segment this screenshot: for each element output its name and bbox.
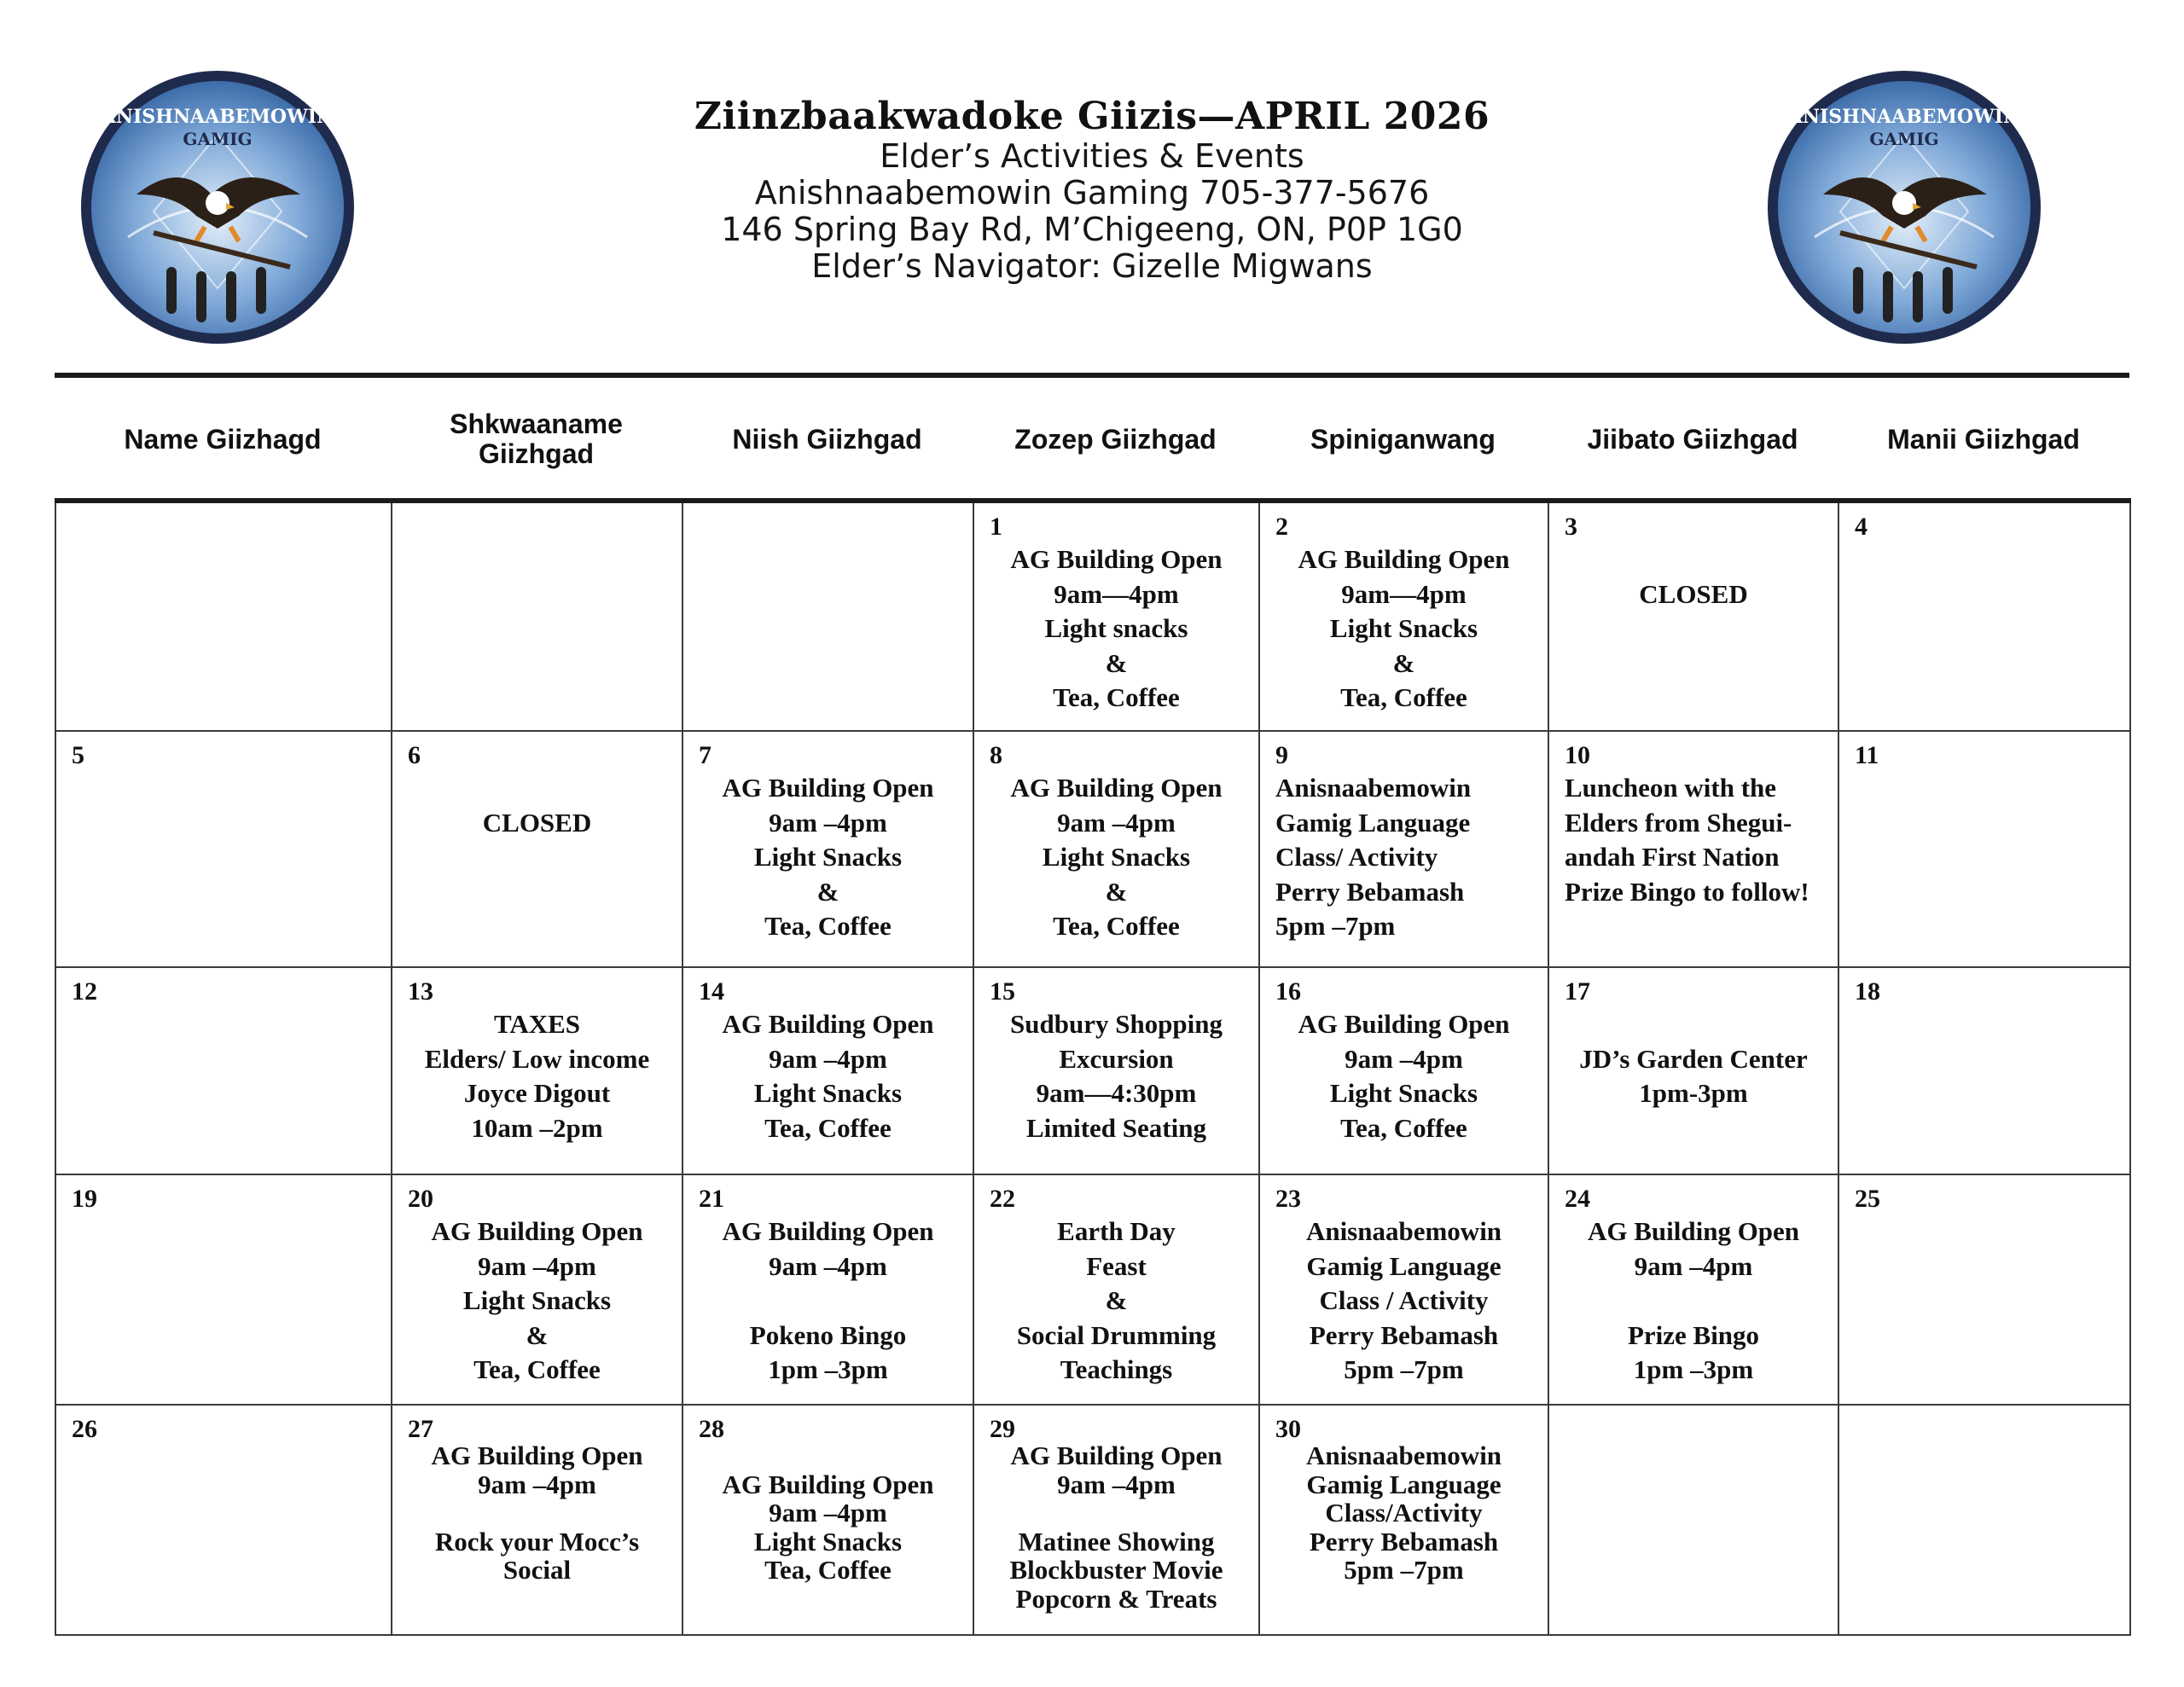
event-line — [392, 771, 682, 806]
logo-right — [1763, 67, 2045, 348]
day-number: 5 — [72, 741, 84, 769]
day-number: 1 — [990, 513, 1002, 541]
event-line: 9am –4pm — [478, 1250, 596, 1281]
calendar-title: Ziinzbaakwadoke Giizis—APRIL 2026 — [694, 95, 1490, 138]
weekday-header: Spiniganwang — [1310, 423, 1496, 455]
event-line: Anisnaabemowin — [1305, 1216, 1502, 1246]
event-line: Tea, Coffee — [1053, 911, 1180, 941]
event-line: Light Snacks — [1329, 613, 1478, 643]
weekday-header: Niish Giizhgad — [732, 423, 922, 455]
calendar-day-cell — [1259, 967, 1548, 1174]
event-line: Rock your Mocc’s — [434, 1526, 640, 1557]
event-line: & — [816, 876, 839, 907]
day-number: 10 — [1565, 741, 1590, 769]
day-number: 4 — [1855, 513, 1867, 541]
event-line: 9am –4pm — [478, 1469, 596, 1499]
event-line: 5pm –7pm — [1344, 1354, 1464, 1384]
event-line: CLOSED — [482, 807, 592, 838]
day-event — [974, 1215, 1258, 1388]
event-line: & — [526, 1319, 549, 1350]
event-line: Social Drumming — [1016, 1319, 1217, 1350]
day-number: 9 — [1275, 741, 1288, 769]
event-line: Prize Bingo — [1627, 1319, 1760, 1350]
calendar-day-cell — [1548, 1405, 1838, 1635]
event-line: & — [1392, 647, 1415, 678]
event-line — [683, 1284, 973, 1319]
event-line: 9am –4pm — [769, 1250, 887, 1281]
event-line: AG Building Open — [1010, 773, 1223, 803]
calendar-day-cell — [1548, 967, 1838, 1174]
header-navigator: Elder’s Navigator: Gizelle Migwans — [811, 247, 1373, 285]
event-line: 5pm –7pm — [1275, 911, 1396, 941]
event-line: 9am—4pm — [1341, 578, 1467, 609]
day-event — [683, 1007, 973, 1145]
header-phone: Anishnaabemowin Gaming 705-377-5676 — [754, 174, 1430, 212]
event-line: Elders from Shegui- — [1565, 807, 1792, 838]
calendar-day-cell — [392, 1174, 682, 1405]
event-line: Pokeno Bingo — [749, 1319, 907, 1350]
event-line: TAXES — [493, 1009, 581, 1039]
day-number: 24 — [1565, 1185, 1590, 1213]
calendar-day-cell — [682, 501, 973, 731]
weekday-header: Name Giizhagd — [124, 423, 322, 455]
day-number: 18 — [1855, 977, 1880, 1006]
day-number: 28 — [699, 1415, 724, 1443]
day-number: 29 — [990, 1415, 1015, 1443]
day-event — [974, 771, 1258, 944]
day-event — [683, 1215, 973, 1388]
calendar-grid — [55, 498, 2131, 1636]
event-line: andah First Nation — [1565, 842, 1780, 872]
calendar-day-cell — [1838, 1174, 2130, 1405]
weekday-header-row — [55, 401, 2129, 478]
event-line: & — [1105, 647, 1128, 678]
day-number: 2 — [1275, 513, 1288, 541]
event-line: Elders/ Low income — [424, 1043, 650, 1074]
event-line: 9am –4pm — [1057, 807, 1176, 838]
event-line: & — [1105, 1285, 1128, 1315]
calendar-day-cell — [392, 501, 682, 731]
event-line: 1pm-3pm — [1639, 1078, 1748, 1108]
event-line: AG Building Open — [431, 1441, 643, 1470]
event-line: JD’s Garden Center — [1579, 1043, 1808, 1074]
calendar-day-cell — [682, 967, 973, 1174]
calendar-day-cell — [973, 731, 1259, 967]
event-line: Luncheon with the — [1565, 773, 1777, 803]
event-line: Gamig Language — [1306, 1469, 1502, 1499]
calendar-week-row — [55, 967, 2130, 1174]
day-event — [974, 1007, 1258, 1145]
event-line: Light Snacks — [1042, 842, 1191, 872]
calendar-day-cell — [1838, 1405, 2130, 1635]
event-line: Gamig Language — [1306, 1250, 1502, 1281]
day-event — [1549, 542, 1838, 612]
eagle-emblem-icon — [77, 67, 358, 348]
day-number: 20 — [408, 1185, 433, 1213]
event-line: 1pm –3pm — [768, 1354, 888, 1384]
header-subtitle: Elder’s Activities & Events — [880, 137, 1304, 175]
weekday-header: Shkwaaname Giizhgad — [450, 409, 623, 469]
event-line: 5pm –7pm — [1344, 1555, 1464, 1585]
event-line: 9am –4pm — [769, 1043, 887, 1074]
calendar-day-cell — [1259, 501, 1548, 731]
calendar-day-cell — [55, 1174, 392, 1405]
day-event — [974, 542, 1258, 716]
calendar-week-row — [55, 1405, 2130, 1635]
calendar-day-cell — [392, 1405, 682, 1635]
day-number: 22 — [990, 1185, 1015, 1213]
calendar-week-row — [55, 501, 2130, 731]
event-line: Feast — [1086, 1250, 1147, 1281]
event-line: AG Building Open — [1010, 544, 1223, 574]
event-line — [683, 1441, 973, 1470]
day-event — [392, 1441, 682, 1585]
event-line: Gamig Language — [1275, 807, 1471, 838]
event-line: AG Building Open — [722, 1469, 934, 1499]
event-line: Earth Day — [1057, 1216, 1176, 1246]
event-line: 9am –4pm — [769, 1498, 887, 1528]
calendar-header — [529, 96, 1655, 285]
day-number: 16 — [1275, 977, 1301, 1006]
event-line: Tea, Coffee — [764, 911, 892, 941]
day-number: 26 — [72, 1415, 97, 1443]
logo-arc-text: ANISHNAABEMOWIN — [101, 106, 334, 128]
day-number: 23 — [1275, 1185, 1301, 1213]
event-line — [1549, 1007, 1838, 1042]
event-line: Perry Bebamash — [1275, 876, 1465, 907]
day-number: 12 — [72, 977, 97, 1006]
day-event — [1260, 1441, 1548, 1585]
day-number: 13 — [408, 977, 433, 1006]
event-line: AG Building Open — [722, 1009, 934, 1039]
event-line: Class/ Activity — [1275, 842, 1438, 872]
logo-arc-text: ANISHNAABEMOWIN — [1787, 106, 2021, 128]
event-line: Anisnaabemowin — [1305, 1441, 1502, 1470]
event-line: & — [1105, 876, 1128, 907]
event-line: Light Snacks — [753, 842, 903, 872]
event-line: Perry Bebamash — [1309, 1526, 1499, 1557]
calendar-day-cell — [973, 501, 1259, 731]
event-line: AG Building Open — [1010, 1441, 1223, 1470]
day-event — [1260, 771, 1548, 944]
event-line: 1pm –3pm — [1633, 1354, 1754, 1384]
event-line: Joyce Digout — [463, 1078, 611, 1108]
event-line: 9am—4pm — [1054, 578, 1179, 609]
event-line: Light Snacks — [462, 1285, 612, 1315]
day-number: 7 — [699, 741, 712, 769]
day-number: 19 — [72, 1185, 97, 1213]
event-line: Prize Bingo to follow! — [1565, 876, 1809, 907]
weekday-header: Zozep Giizhgad — [1014, 423, 1217, 455]
weekday-header: Jiibato Giizhgad — [1587, 423, 1798, 455]
event-line: AG Building Open — [722, 1216, 934, 1246]
event-line — [1549, 1284, 1838, 1319]
event-line: Perry Bebamash — [1309, 1319, 1499, 1350]
calendar-day-cell — [973, 967, 1259, 1174]
calendar-day-cell — [973, 1174, 1259, 1405]
calendar-week-row — [55, 1174, 2130, 1405]
day-number: 25 — [1855, 1185, 1880, 1213]
day-number: 8 — [990, 741, 1002, 769]
logo-name-text: GAMIG — [1869, 129, 1939, 149]
day-number: 14 — [699, 977, 724, 1006]
event-line: Popcorn & Treats — [1015, 1583, 1217, 1614]
calendar-day-cell — [1259, 1174, 1548, 1405]
calendar-day-cell — [1838, 501, 2130, 731]
event-line: Social — [502, 1555, 572, 1585]
event-line: 9am –4pm — [1634, 1250, 1753, 1281]
logo-left — [77, 67, 358, 348]
calendar-day-cell — [1259, 731, 1548, 967]
event-line: Tea, Coffee — [764, 1555, 892, 1585]
event-line: 9am—4:30pm — [1036, 1078, 1197, 1108]
event-line: Excursion — [1059, 1043, 1174, 1074]
event-line — [1549, 542, 1838, 577]
calendar-day-cell — [1259, 1405, 1548, 1635]
calendar-day-cell — [1548, 501, 1838, 731]
day-event — [683, 1441, 973, 1585]
day-event — [683, 771, 973, 944]
event-line: Class/Activity — [1325, 1498, 1483, 1528]
calendar-day-cell — [55, 967, 392, 1174]
day-event — [974, 1441, 1258, 1613]
event-line: Matinee Showing — [1018, 1526, 1215, 1557]
day-event — [1260, 542, 1548, 716]
calendar-day-cell — [682, 731, 973, 967]
event-line — [974, 1499, 1258, 1528]
event-line: Tea, Coffee — [1340, 1112, 1467, 1143]
event-line: 9am –4pm — [1057, 1469, 1176, 1499]
event-line: 9am –4pm — [1345, 1043, 1463, 1074]
day-event — [392, 771, 682, 840]
event-line: Light Snacks — [1329, 1078, 1478, 1108]
day-number: 17 — [1565, 977, 1590, 1006]
event-line: Anisnaabemowin — [1275, 773, 1472, 803]
eagle-emblem-icon — [1763, 67, 2045, 348]
event-line: Blockbuster Movie — [1009, 1555, 1223, 1585]
calendar-day-cell — [1838, 731, 2130, 967]
calendar-day-cell — [55, 501, 392, 731]
event-line — [392, 1499, 682, 1528]
day-number: 15 — [990, 977, 1015, 1006]
calendar-day-cell — [973, 1405, 1259, 1635]
calendar-day-cell — [1838, 967, 2130, 1174]
calendar-day-cell — [682, 1174, 973, 1405]
calendar-day-cell — [682, 1405, 973, 1635]
calendar-week-row — [55, 731, 2130, 967]
event-line: AG Building Open — [431, 1216, 643, 1246]
calendar-day-cell — [1548, 1174, 1838, 1405]
day-number: 21 — [699, 1185, 724, 1213]
calendar-day-cell — [55, 1405, 392, 1635]
day-number: 3 — [1565, 513, 1577, 541]
calendar-day-cell — [392, 967, 682, 1174]
event-line: 10am –2pm — [471, 1112, 603, 1143]
event-line: Limited Seating — [1026, 1112, 1206, 1143]
weekday-header: Manii Giizhgad — [1887, 423, 2080, 455]
event-line: AG Building Open — [1298, 1009, 1510, 1039]
calendar-day-cell — [1548, 731, 1838, 967]
event-line: Tea, Coffee — [764, 1112, 892, 1143]
header-divider — [55, 373, 2129, 378]
day-number: 11 — [1855, 741, 1879, 769]
day-event — [1260, 1215, 1548, 1388]
day-number: 6 — [408, 741, 421, 769]
event-line: Teachings — [1060, 1354, 1173, 1384]
event-line: Sudbury Shopping — [1009, 1009, 1223, 1039]
day-event — [392, 1007, 682, 1145]
calendar-day-cell — [55, 731, 392, 967]
day-event — [392, 1215, 682, 1388]
day-event — [1260, 1007, 1548, 1145]
day-event — [1549, 771, 1838, 909]
day-number: 27 — [408, 1415, 433, 1443]
event-line: 9am –4pm — [769, 807, 887, 838]
header-address: 146 Spring Bay Rd, M’Chigeeng, ON, P0P 1G0 — [721, 211, 1463, 248]
event-line: Tea, Coffee — [1053, 682, 1180, 712]
day-number: 30 — [1275, 1415, 1301, 1443]
event-line: AG Building Open — [1298, 544, 1510, 574]
event-line: Light snacks — [1044, 613, 1188, 643]
event-line: Class / Activity — [1319, 1285, 1489, 1315]
event-line: Tea, Coffee — [473, 1354, 601, 1384]
day-event — [1549, 1215, 1838, 1388]
event-line: Light Snacks — [753, 1526, 903, 1557]
calendar-day-cell — [392, 731, 682, 967]
event-line: Tea, Coffee — [1340, 682, 1467, 712]
event-line: Light Snacks — [753, 1078, 903, 1108]
event-line: CLOSED — [1639, 578, 1748, 609]
day-event — [1549, 1007, 1838, 1111]
event-line: AG Building Open — [1587, 1216, 1800, 1246]
event-line: AG Building Open — [722, 773, 934, 803]
logo-name-text: GAMIG — [183, 129, 253, 149]
